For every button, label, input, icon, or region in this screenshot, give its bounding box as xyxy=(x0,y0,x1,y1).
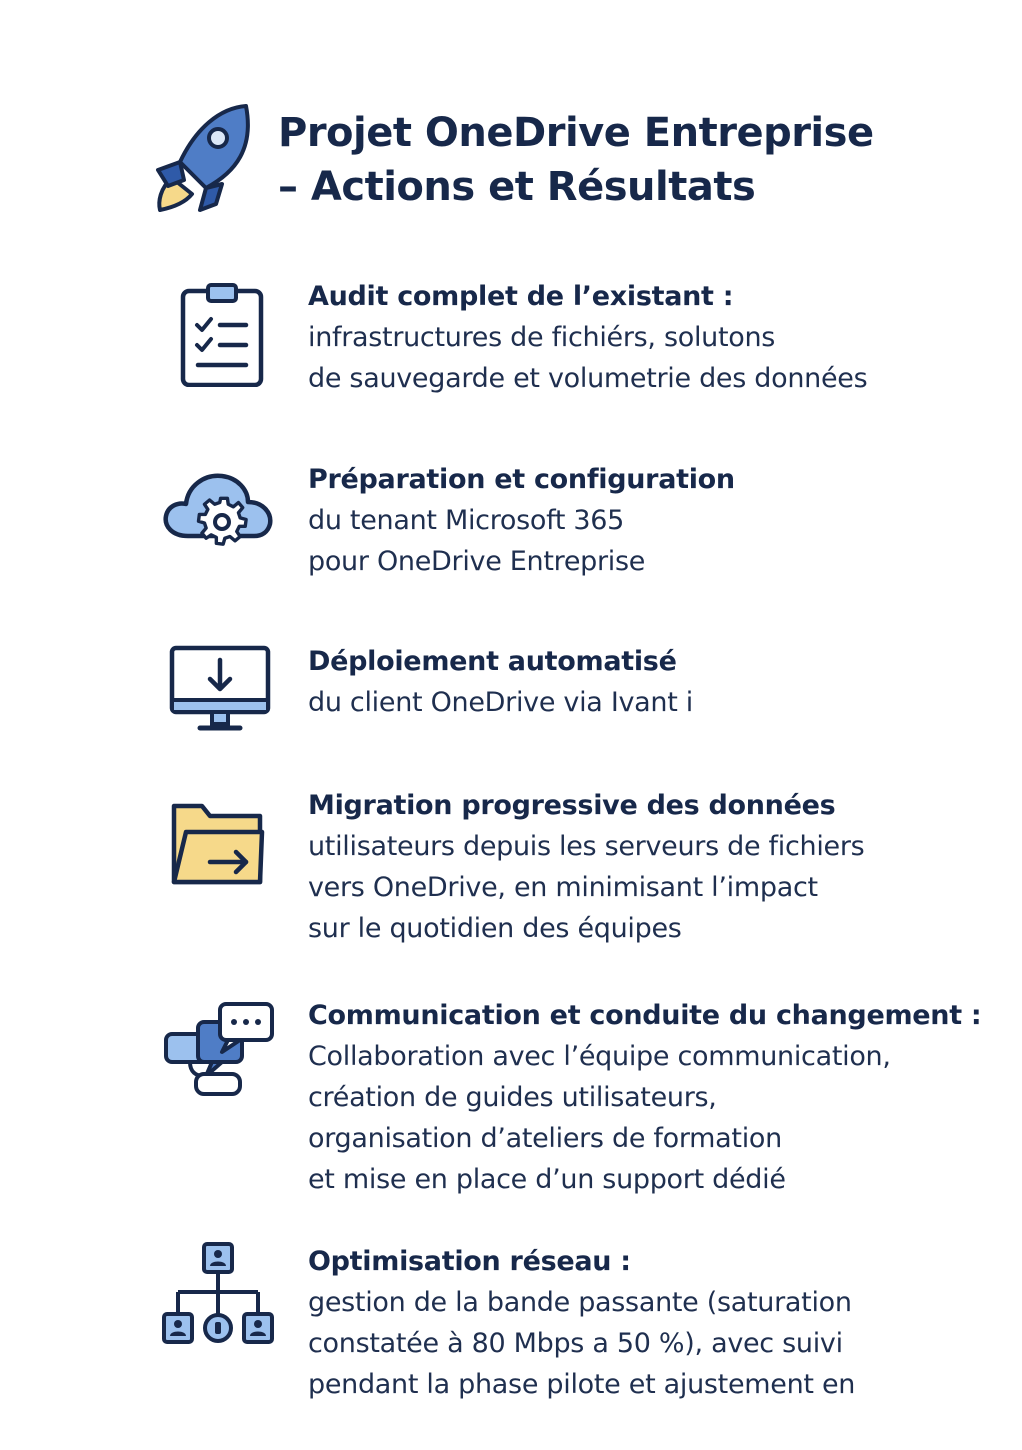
item-line: constatée à 80 Mbps a 50 %), avec suivi xyxy=(308,1328,843,1359)
item-text xyxy=(308,277,1008,399)
monitor-download-icon xyxy=(150,642,280,752)
item-text xyxy=(308,786,1008,949)
item-line: vers OneDrive, en minimisant l’impact xyxy=(308,872,818,903)
title-line-2: – Actions et Résultats xyxy=(278,164,756,210)
item-text xyxy=(308,1242,1008,1405)
item-heading: Déploiement automatisé xyxy=(308,646,677,677)
network-hierarchy-icon xyxy=(150,1242,280,1352)
page-header xyxy=(150,100,990,230)
title-line-1: Projet OneDrive Entreprise xyxy=(278,110,874,156)
item-line: du tenant Microsoft 365 xyxy=(308,505,625,536)
item-line: infrastructures de fichiérs, solutons xyxy=(308,322,776,353)
item-text xyxy=(308,642,1008,723)
item-text xyxy=(308,460,1008,582)
item-line: de sauvegarde et volumetrie des données xyxy=(308,363,868,394)
item-line: gestion de la bande passante (saturation xyxy=(308,1287,852,1318)
item-line: pour OneDrive Entreprise xyxy=(308,546,646,577)
item-line: du client OneDrive via Ivant i xyxy=(308,687,693,718)
item-heading: Préparation et configuration xyxy=(308,464,735,495)
item-line: et mise en place d’un support dédié xyxy=(308,1164,786,1195)
item-line: création de guides utilisateurs, xyxy=(308,1082,717,1113)
item-line: Collaboration avec l’équipe communication, xyxy=(308,1041,891,1072)
item-line: pendant la phase pilote et ajustement en xyxy=(308,1369,856,1400)
rocket-icon xyxy=(150,100,260,218)
item-heading: Audit complet de l’existant : xyxy=(308,281,734,312)
item-heading: Optimisation réseau : xyxy=(308,1246,631,1277)
item-line: utilisateurs depuis les serveurs de fichiers xyxy=(308,831,865,862)
item-heading: Migration progressive des données xyxy=(308,790,836,821)
cloud-gear-icon xyxy=(150,460,280,570)
item-text xyxy=(308,996,1008,1200)
chat-bubbles-icon xyxy=(150,996,280,1106)
folder-arrow-icon xyxy=(150,786,280,896)
page-title xyxy=(278,106,874,214)
clipboard-checklist-icon xyxy=(150,277,280,387)
item-heading: Communication et conduite du changement : xyxy=(308,1000,982,1031)
item-line: sur le quotidien des équipes xyxy=(308,913,682,944)
item-line: organisation d’ateliers de formation xyxy=(308,1123,782,1154)
